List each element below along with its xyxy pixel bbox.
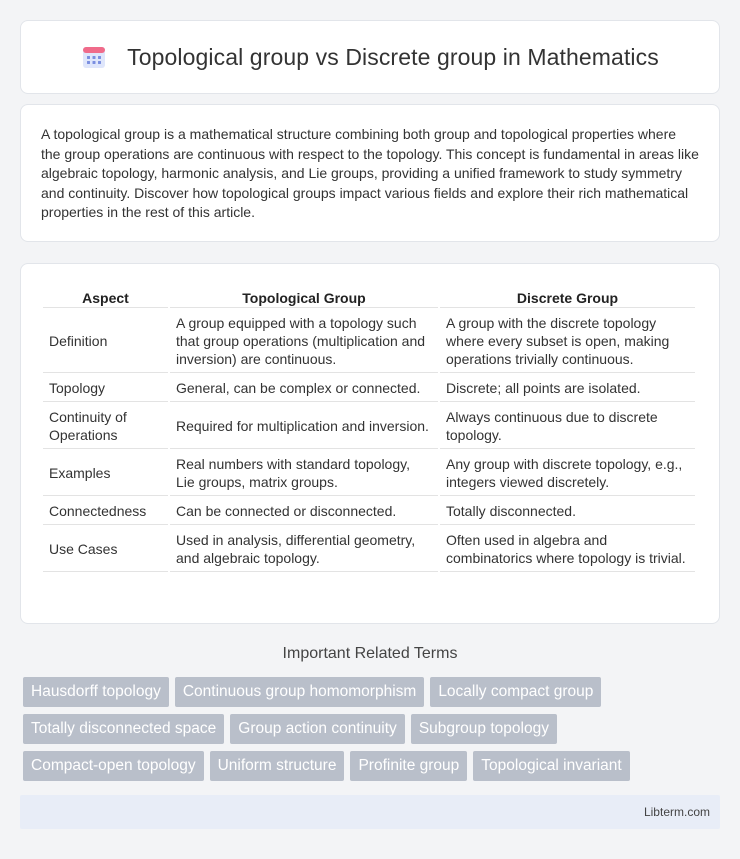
cell-discrete: Totally disconnected. xyxy=(440,498,695,525)
tag-continuous-group-homomorphism[interactable]: Continuous group homomorphism xyxy=(175,677,424,707)
table-row xyxy=(43,404,695,449)
tag-subgroup-topology[interactable]: Subgroup topology xyxy=(411,714,557,744)
header-discrete-group: Discrete Group xyxy=(440,286,695,308)
cell-topological: Can be connected or disconnected. xyxy=(170,498,438,525)
tag-row xyxy=(23,714,723,744)
cell-aspect: Connectedness xyxy=(43,498,168,525)
tag-group-action-continuity[interactable]: Group action continuity xyxy=(230,714,405,744)
header-topological-group: Topological Group xyxy=(170,286,438,308)
cell-aspect: Continuity of Operations xyxy=(43,404,168,449)
tag-row xyxy=(23,751,723,781)
table-header-row xyxy=(43,286,695,308)
cell-aspect: Topology xyxy=(43,375,168,402)
comparison-table xyxy=(41,284,697,574)
footer xyxy=(20,795,720,829)
cell-discrete: Any group with discrete topology, e.g., integers viewed discretely. xyxy=(440,451,695,496)
cell-discrete: Always continuous due to discrete topology. xyxy=(440,404,695,449)
intro-card xyxy=(20,104,720,242)
tag-hausdorff-topology[interactable]: Hausdorff topology xyxy=(23,677,169,707)
table-row xyxy=(43,310,695,373)
related-terms-tags xyxy=(23,677,723,788)
cell-aspect: Definition xyxy=(43,310,168,373)
calendar-grid-icon xyxy=(81,44,107,70)
table-row xyxy=(43,498,695,525)
cell-topological: Used in analysis, differential geometry, and algebraic topology. xyxy=(170,527,438,572)
footer-site-link[interactable]: Libterm.com xyxy=(643,805,710,819)
comparison-card xyxy=(20,263,720,624)
table-row xyxy=(43,451,695,496)
table-row xyxy=(43,375,695,402)
tag-totally-disconnected-space[interactable]: Totally disconnected space xyxy=(23,714,224,744)
header-card xyxy=(20,20,720,94)
cell-discrete: Often used in algebra and combinatorics where topology is trivial. xyxy=(440,527,695,572)
cell-aspect: Use Cases xyxy=(43,527,168,572)
intro-text: A topological group is a mathematical structure combining both group and topological properties where the group operations are continuous with respect to the topology. This concept is fundamental in areas like algebraic topology, harmonic analysis, and Lie groups, providing a unified framework to study symmetry and continuity. Discover how topological groups impact various fields and explore their rich mathematical properties in the rest of this article. xyxy=(41,126,699,221)
tag-compact-open-topology[interactable]: Compact-open topology xyxy=(23,751,204,781)
header-aspect: Aspect xyxy=(43,286,168,308)
tag-row xyxy=(23,677,723,707)
tag-uniform-structure[interactable]: Uniform structure xyxy=(210,751,345,781)
tag-profinite-group[interactable]: Profinite group xyxy=(350,751,467,781)
cell-aspect: Examples xyxy=(43,451,168,496)
related-terms-title: Important Related Terms xyxy=(282,645,458,662)
cell-topological: Required for multiplication and inversion. xyxy=(170,404,438,449)
tag-locally-compact-group[interactable]: Locally compact group xyxy=(430,677,601,707)
cell-topological: General, can be complex or connected. xyxy=(170,375,438,402)
page-title: Topological group vs Discrete group in Mathematics xyxy=(127,43,659,70)
cell-topological: A group equipped with a topology such that group operations (multiplication and inversion) are continuous. xyxy=(170,310,438,373)
table-row xyxy=(43,527,695,572)
cell-discrete: Discrete; all points are isolated. xyxy=(440,375,695,402)
cell-discrete: A group with the discrete topology where every subset is open, making operations trivially continuous. xyxy=(440,310,695,373)
cell-topological: Real numbers with standard topology, Lie groups, matrix groups. xyxy=(170,451,438,496)
tag-topological-invariant[interactable]: Topological invariant xyxy=(473,751,629,781)
